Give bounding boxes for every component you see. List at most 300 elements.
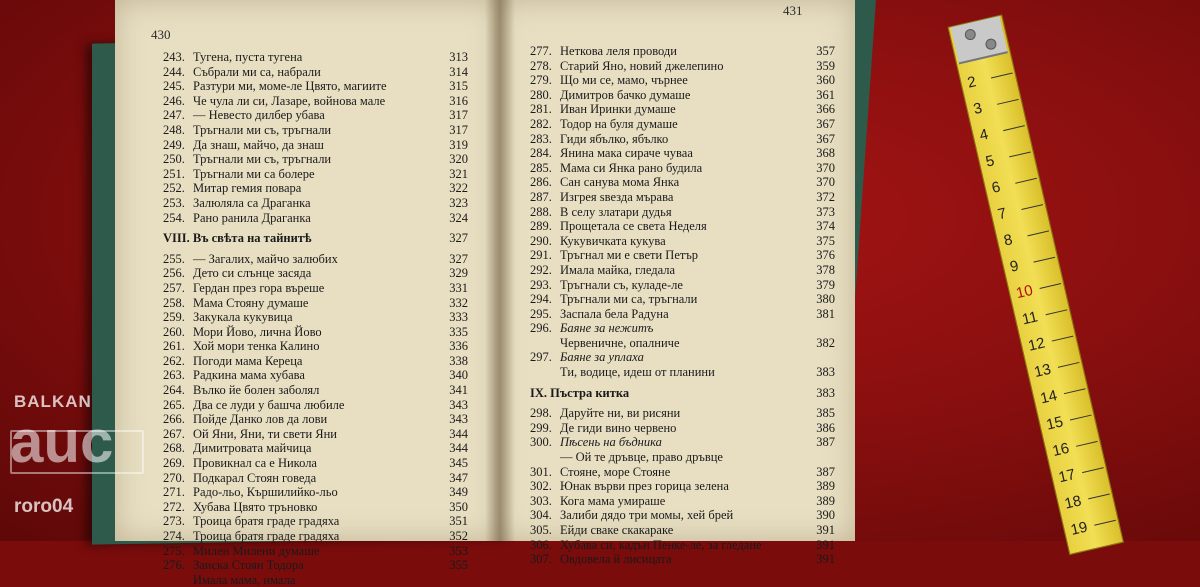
entry-number: 279. xyxy=(530,73,552,88)
entry-title: Залюляла са Драганка xyxy=(193,195,311,210)
entry-title: Юнак върви през горица зелена xyxy=(560,479,729,494)
section-page: 327 xyxy=(449,231,468,246)
entry-page: 313 xyxy=(449,50,468,64)
entry-page: 340 xyxy=(449,368,468,383)
entry-page: 386 xyxy=(816,420,835,435)
toc-entry xyxy=(530,248,835,263)
toc-entry xyxy=(163,108,468,123)
toc-entry xyxy=(163,456,468,471)
entry-number: 287. xyxy=(530,189,552,204)
entry-page: 372 xyxy=(816,189,835,204)
toc-entry xyxy=(530,552,835,567)
ruler-label: 9 xyxy=(1008,257,1021,276)
entry-number: 281. xyxy=(530,102,552,117)
entry-page: 381 xyxy=(816,306,835,321)
toc-entry xyxy=(163,354,468,369)
ruler-label: 14 xyxy=(1038,387,1059,408)
ruler-tick xyxy=(1009,151,1031,157)
toc-entry xyxy=(163,196,468,211)
ruler-tick xyxy=(1027,230,1049,236)
entry-title: Пѣсень на бъдника xyxy=(560,435,662,450)
ruler-tick xyxy=(1094,520,1116,526)
entry-page: 323 xyxy=(449,195,468,210)
entry-number: 259. xyxy=(163,310,185,325)
toc-entry xyxy=(530,205,835,220)
entry-number: 244. xyxy=(163,64,185,79)
toc-entry xyxy=(163,79,468,94)
toc-entry xyxy=(530,450,835,465)
ruler-tick xyxy=(1052,336,1074,342)
toc-entry xyxy=(530,132,835,147)
toc-entry xyxy=(163,50,468,65)
toc-entry xyxy=(163,383,468,398)
entry-page: 370 xyxy=(816,175,835,190)
toc-entry xyxy=(530,161,835,176)
toc-entry xyxy=(163,544,468,559)
ruler-label: 5 xyxy=(984,152,996,171)
entry-title: Ейди сваке скакараке xyxy=(560,523,674,537)
entry-title: Баяне за нежитъ xyxy=(560,321,654,336)
entry-page: 345 xyxy=(449,456,468,471)
entry-page: 341 xyxy=(449,383,468,398)
entry-title: Хубава си, кадън Пенке-ле, за гледане xyxy=(560,537,762,552)
entry-page: 389 xyxy=(816,493,835,508)
entry-title: — Ой те дръвце, право дръвце xyxy=(560,450,723,465)
entry-page: 387 xyxy=(816,464,835,479)
ruler-tick xyxy=(1088,493,1110,499)
toc-entry xyxy=(163,339,468,354)
toc-entry xyxy=(530,479,835,494)
entry-number: 254. xyxy=(163,210,185,225)
toc-entry xyxy=(163,325,468,340)
ruler-tick xyxy=(1015,178,1037,184)
ruler-tick xyxy=(1033,257,1055,263)
entry-number: 271. xyxy=(163,485,185,500)
toc-entry xyxy=(530,44,835,59)
entry-page: 383 xyxy=(816,365,835,380)
ruler-label: 19 xyxy=(1069,518,1090,539)
entry-page: 359 xyxy=(816,58,835,73)
toc-entry xyxy=(163,412,468,427)
entry-title: Събрали ми са, набрали xyxy=(193,64,321,79)
entry-title: Старий Яно, новий джелепино xyxy=(560,58,724,73)
entry-page: 378 xyxy=(816,262,835,277)
entry-number: 306. xyxy=(530,537,552,552)
entry-number: 275. xyxy=(163,543,185,558)
toc-entry xyxy=(163,500,468,515)
entry-number: 247. xyxy=(163,108,185,123)
entry-title: Мама си Янка рано будила xyxy=(560,160,703,175)
entry-page: 376 xyxy=(816,248,835,263)
entry-title: Погоди мама Кереца xyxy=(193,353,303,368)
ruler-label: 2 xyxy=(965,73,978,92)
entry-title: Ой Яни, Яни, ти свети Яни xyxy=(193,426,337,441)
entry-number: 260. xyxy=(163,324,185,339)
entry-title: Подкарал Стоян говеда xyxy=(193,470,317,485)
entry-page: 327 xyxy=(449,251,468,266)
ruler-tick xyxy=(1003,125,1025,131)
entry-title: Имала мама, имала xyxy=(193,572,296,587)
tape-metal-tip xyxy=(951,16,1008,64)
entry-page: 336 xyxy=(449,339,468,354)
entry-title: Янина мака сираче чуваа xyxy=(560,146,693,161)
entry-number: 284. xyxy=(530,146,552,161)
toc-entry xyxy=(163,152,468,167)
toc-entry xyxy=(163,211,468,226)
entry-number: 253. xyxy=(163,195,185,210)
section-label: IX. Пъстра китка xyxy=(530,385,630,400)
entry-title: Ти, водице, идеш от планини xyxy=(560,365,715,380)
toc-entry xyxy=(163,471,468,486)
toc-entry xyxy=(163,123,468,138)
entry-number: 267. xyxy=(163,426,185,441)
entry-title: Закукала кукувица xyxy=(193,310,293,325)
ruler-tick xyxy=(997,99,1019,105)
entry-page: 322 xyxy=(449,181,468,196)
entry-number: 285. xyxy=(530,160,552,175)
entry-title: В селу златари дудья xyxy=(560,204,672,219)
entry-page: 357 xyxy=(816,44,835,58)
left-toc xyxy=(163,50,468,587)
entry-title: Два се луди у башча любиле xyxy=(193,397,345,412)
toc-entry xyxy=(163,573,468,587)
toc-entry xyxy=(530,321,835,336)
entry-title: Що ми се, мамо, чърнее xyxy=(560,73,688,88)
entry-number: 273. xyxy=(163,514,185,529)
entry-title: Троица братя граде градяха xyxy=(193,529,340,543)
entry-page: 319 xyxy=(449,137,468,152)
toc-entry xyxy=(530,406,835,421)
toc-entry xyxy=(163,281,468,296)
entry-title: Даруйте ни, ви рисяни xyxy=(560,406,681,421)
entry-title: Баяне за уплаха xyxy=(560,350,644,365)
entry-page: 315 xyxy=(449,79,468,94)
entry-title: Разтури ми, моме-ле Цвято, магиите xyxy=(193,79,387,94)
entry-page: 333 xyxy=(449,310,468,325)
toc-entry xyxy=(530,88,835,103)
toc-entry xyxy=(163,266,468,281)
toc-entry xyxy=(163,427,468,442)
ruler-tick xyxy=(991,73,1013,79)
entry-number: 298. xyxy=(530,406,552,421)
section-heading xyxy=(163,231,468,246)
entry-number: 299. xyxy=(530,420,552,435)
entry-number: 296. xyxy=(530,321,552,336)
entry-page: 385 xyxy=(816,406,835,421)
entry-title: Мори Йово, лична Йово xyxy=(193,324,322,339)
ruler-tick xyxy=(1064,388,1086,394)
right-page xyxy=(495,0,855,567)
entry-title: Троица братя граде градяха xyxy=(193,514,340,529)
entry-number: 282. xyxy=(530,116,552,131)
entry-number: 303. xyxy=(530,493,552,508)
toc-entry xyxy=(530,523,835,538)
entry-number: 266. xyxy=(163,412,185,427)
entry-page: 317 xyxy=(449,122,468,137)
entry-page: 367 xyxy=(816,116,835,131)
toc-entry xyxy=(530,59,835,74)
entry-number: 305. xyxy=(530,523,552,537)
entry-title: Дето си слънце засяда xyxy=(193,266,312,281)
entry-page: 349 xyxy=(449,485,468,500)
entry-title: Кукувичката кукува xyxy=(560,233,666,248)
toc-entry xyxy=(530,146,835,161)
entry-page: 316 xyxy=(449,93,468,108)
entry-number: 263. xyxy=(163,368,185,383)
entry-page: 343 xyxy=(449,397,468,412)
entry-title: Овдовела й лисицата xyxy=(560,552,672,567)
toc-entry xyxy=(530,278,835,293)
entry-number: 300. xyxy=(530,435,552,450)
entry-title: Радкина мама хубава xyxy=(193,368,305,383)
entry-number: 301. xyxy=(530,464,552,479)
toc-entry xyxy=(163,252,468,267)
entry-title: — Невесто дилбер убава xyxy=(193,108,325,123)
entry-number: 274. xyxy=(163,529,185,543)
entry-number: 243. xyxy=(163,50,185,64)
entry-number: 277. xyxy=(530,44,552,58)
ruler-label: 7 xyxy=(996,204,1009,224)
toc-entry xyxy=(163,181,468,196)
entry-title: Димитровата майчица xyxy=(193,441,312,456)
toc-entry xyxy=(530,421,835,436)
entry-title: Кога мама умираше xyxy=(560,493,666,508)
rivet-icon xyxy=(984,38,997,51)
entry-number: 286. xyxy=(530,175,552,190)
toc-entry xyxy=(530,494,835,509)
entry-page: 335 xyxy=(449,324,468,339)
entry-page: 343 xyxy=(449,412,468,427)
entry-page: 324 xyxy=(449,210,468,225)
entry-title: Провикнал са е Никола xyxy=(193,456,317,471)
entry-page: 379 xyxy=(816,277,835,292)
entry-title: Иван Иринки думаше xyxy=(560,102,676,117)
entry-title: — Загалих, майчо залюбих xyxy=(193,251,338,266)
entry-title: Радо-льо, Кършилийко-льо xyxy=(193,485,338,500)
toc-entry xyxy=(530,336,835,351)
entry-number: 257. xyxy=(163,280,185,295)
entry-title: Тръгнали ми съ, тръгнали xyxy=(193,152,332,167)
toc-entry xyxy=(530,234,835,249)
entry-page: 355 xyxy=(449,558,468,573)
entry-title: Неткова леля проводи xyxy=(560,44,677,58)
toc-entry xyxy=(530,219,835,234)
toc-entry xyxy=(163,138,468,153)
ruler-tick xyxy=(1058,362,1080,368)
entry-title: Митар гемия повара xyxy=(193,181,302,196)
entry-title: Рано ранила Драганка xyxy=(193,210,311,225)
entry-page: 370 xyxy=(816,160,835,175)
toc-entry xyxy=(530,175,835,190)
entry-number: 255. xyxy=(163,251,185,266)
toc-entry xyxy=(530,365,835,380)
entry-title: Гиди ябълко, ябълко xyxy=(560,131,669,146)
ruler-label: 6 xyxy=(990,178,1003,197)
entry-number: 256. xyxy=(163,266,185,281)
entry-title: Тръгнали ми съ, тръгнали xyxy=(193,122,332,137)
left-page-number: 430 xyxy=(151,27,171,42)
entry-number: 288. xyxy=(530,204,552,219)
ruler-tick xyxy=(1076,441,1098,447)
rivet-icon xyxy=(964,28,977,41)
toc-entry xyxy=(163,65,468,80)
toc-entry xyxy=(530,350,835,365)
entry-page: 391 xyxy=(816,523,835,537)
toc-entry xyxy=(163,167,468,182)
entry-number: 246. xyxy=(163,93,185,108)
entry-number: 252. xyxy=(163,181,185,196)
ruler-tick xyxy=(1082,467,1104,473)
toc-entry xyxy=(530,307,835,322)
entry-number: 307. xyxy=(530,552,552,567)
entry-title: Тръгнали съ, куладе-ле xyxy=(560,277,683,292)
ruler-label: 18 xyxy=(1062,492,1084,513)
entry-number: 264. xyxy=(163,383,185,398)
entry-title: Че чула ли си, Лазаре, войнова мале xyxy=(193,93,386,108)
section-page: 383 xyxy=(816,385,835,400)
entry-number: 262. xyxy=(163,353,185,368)
entry-page: 373 xyxy=(816,204,835,219)
entry-number: 297. xyxy=(530,350,552,365)
entry-page: 350 xyxy=(449,499,468,514)
entry-number: 251. xyxy=(163,166,185,181)
entry-page: 382 xyxy=(816,335,835,350)
entry-title: Вълко йе болен заболял xyxy=(193,383,320,398)
entry-number: 272. xyxy=(163,499,185,514)
entry-title: Гердан през гора въреше xyxy=(193,280,325,295)
entry-title: Заиска Стоян Тодора xyxy=(193,558,304,573)
entry-title: Де гиди вино червено xyxy=(560,420,677,435)
ruler-label: 13 xyxy=(1032,360,1053,382)
entry-page: 353 xyxy=(449,543,468,558)
entry-title: Тръгнали ми са, тръгнали xyxy=(560,292,698,307)
toc-entry xyxy=(530,292,835,307)
watermark-username: roro04 xyxy=(14,496,74,517)
entry-page: 347 xyxy=(449,470,468,485)
entry-number: 278. xyxy=(530,58,552,73)
toc-entry xyxy=(163,558,468,573)
entry-page: 338 xyxy=(449,353,468,368)
toc-entry xyxy=(530,465,835,480)
toc-entry xyxy=(530,263,835,278)
entry-number: 283. xyxy=(530,131,552,146)
entry-number: 248. xyxy=(163,122,185,137)
entry-page: 366 xyxy=(816,102,835,117)
entry-title: Хубава Цвято тръновко xyxy=(193,499,318,514)
watermark-brand-top: BALKAN xyxy=(14,392,92,411)
toc-entry xyxy=(530,117,835,132)
entry-title: Имала майка, гледала xyxy=(560,262,676,277)
entry-title: Заспала бела Радуна xyxy=(560,306,669,321)
entry-page: 351 xyxy=(449,514,468,529)
entry-title: Димитров бачко думаше xyxy=(560,87,691,102)
toc-entry xyxy=(530,508,835,523)
entry-page: 387 xyxy=(816,435,835,450)
toc-entry xyxy=(530,538,835,553)
ruler-tick xyxy=(1021,204,1043,210)
entry-number: 294. xyxy=(530,292,552,307)
toc-entry xyxy=(163,441,468,456)
entry-title: Стояне, море Стояне xyxy=(560,464,671,479)
entry-page: 361 xyxy=(816,87,835,102)
entry-page: 317 xyxy=(449,108,468,123)
entry-title: Мама Стояну думаше xyxy=(193,295,309,310)
entry-page: 344 xyxy=(449,441,468,456)
entry-number: 249. xyxy=(163,137,185,152)
toc-entry xyxy=(530,102,835,117)
entry-number: 269. xyxy=(163,456,185,471)
section-label: VIII. Въ свѣта на тайнитѣ xyxy=(163,231,312,246)
toc-entry xyxy=(163,368,468,383)
toc-entry xyxy=(163,94,468,109)
entry-page: 390 xyxy=(816,508,835,523)
entry-page: 368 xyxy=(816,146,835,161)
toc-entry xyxy=(163,529,468,544)
entry-number: 245. xyxy=(163,79,185,94)
left-page xyxy=(115,0,500,587)
entry-number: 293. xyxy=(530,277,552,292)
entry-page: 321 xyxy=(449,166,468,181)
entry-number: 304. xyxy=(530,508,552,523)
entry-title: Тугена, пуста тугена xyxy=(193,50,303,64)
entry-number: 290. xyxy=(530,233,552,248)
entry-page: 389 xyxy=(816,479,835,494)
entry-page: 344 xyxy=(449,426,468,441)
ruler-label: 17 xyxy=(1056,465,1077,487)
entry-title: Тодор на буля думаше xyxy=(560,116,678,131)
ruler-label: 12 xyxy=(1026,334,1047,355)
entry-page: 374 xyxy=(816,219,835,234)
entry-page: 391 xyxy=(816,537,835,552)
entry-title: Милен Милени думаше xyxy=(193,543,320,558)
watermark-brand-main: auc xyxy=(10,408,114,475)
entry-title: Хой мори тенка Калино xyxy=(193,339,320,354)
entry-number: 258. xyxy=(163,295,185,310)
entry-number: 291. xyxy=(530,248,552,263)
toc-entry xyxy=(163,310,468,325)
entry-page: 391 xyxy=(816,552,835,567)
entry-number: 295. xyxy=(530,306,552,321)
entry-page: 329 xyxy=(449,266,468,281)
entry-page: 332 xyxy=(449,295,468,310)
entry-page: 320 xyxy=(449,152,468,167)
toc-entry xyxy=(530,435,835,450)
entry-title: Изгрея ѕвезда мърава xyxy=(560,189,674,204)
entry-title: Залиби дядо три момы, хей брей xyxy=(560,508,734,523)
toc-entry xyxy=(163,296,468,311)
entry-number: 276. xyxy=(163,558,185,573)
entry-page: 331 xyxy=(449,280,468,295)
ruler-label: 8 xyxy=(1002,231,1015,250)
entry-title: Червеничне, опалниче xyxy=(560,335,680,350)
right-page-number: 431 xyxy=(783,3,803,18)
entry-title: Сан санува мома Янка xyxy=(560,175,680,190)
ruler-tick xyxy=(1070,415,1092,421)
entry-number: 250. xyxy=(163,152,185,167)
ruler-label: 3 xyxy=(971,99,984,118)
right-toc xyxy=(530,44,835,567)
entry-title: Да знаш, майчо, да знаш xyxy=(193,137,324,152)
entry-number: 261. xyxy=(163,339,185,354)
toc-entry xyxy=(530,190,835,205)
ruler-label: 16 xyxy=(1050,439,1071,460)
entry-page: 367 xyxy=(816,131,835,146)
ruler-label: 15 xyxy=(1044,413,1065,434)
entry-title: Тръгнали ми са болере xyxy=(193,166,315,181)
entry-page: 380 xyxy=(816,292,835,307)
ruler-label: 4 xyxy=(977,125,990,145)
ruler-tick xyxy=(1046,309,1068,315)
